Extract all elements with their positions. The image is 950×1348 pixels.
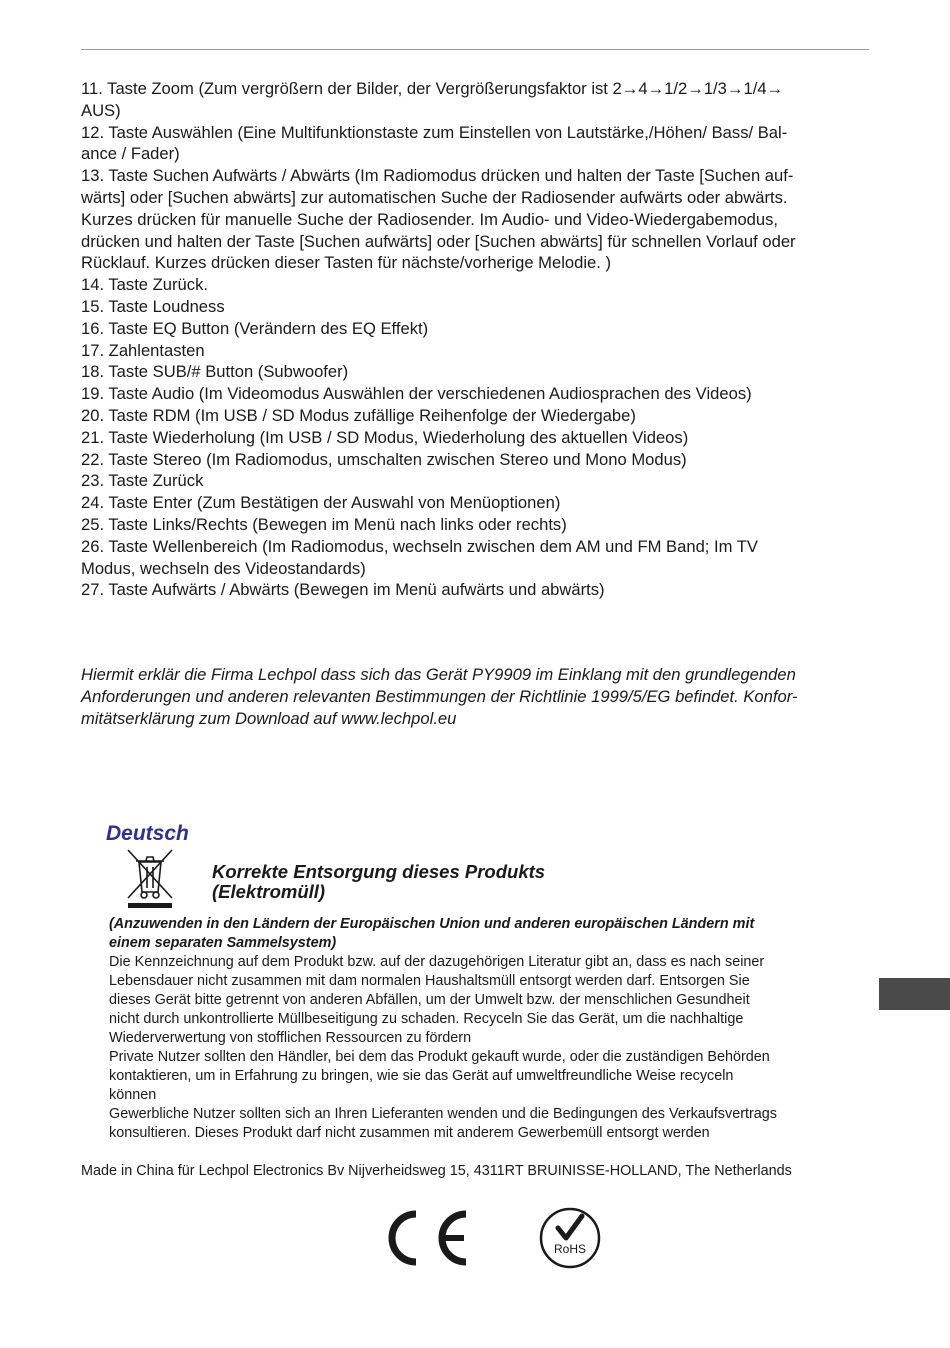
rohs-check-icon — [538, 1206, 602, 1270]
disposal-body-line: dieses Gerät bitte getrennt von anderen Abfällen, um der Umwelt bzw. der menschlichen Gesundheit — [109, 992, 750, 1008]
list-item-line: 13. Taste Suchen Aufwärts / Abwärts (Im Radiomodus drücken und halten der Taste [Suchen auf- — [81, 166, 794, 186]
list-item-line: 27. Taste Aufwärts / Abwärts (Bewegen im Menü aufwärts und abwärts) — [81, 580, 605, 600]
list-item — [81, 274, 881, 296]
list-item-line: Modus, wechseln des Videostandards) — [81, 558, 366, 578]
list-item-line: 26. Taste Wellenbereich (Im Radiomodus, wechseln zwischen dem AM und FM Band; Im TV — [81, 536, 758, 556]
list-item-line: wärts] oder [Suchen abwärts] zur automatischen Suche der Radiosender aufwärts oder abwärts. — [81, 187, 788, 207]
list-item-line: 25. Taste Links/Rechts (Bewegen im Menü nach links oder rechts) — [81, 514, 567, 534]
list-item-line: 14. Taste Zurück. — [81, 275, 208, 295]
disposal-body-line: Lebensdauer nicht zusammen mit dam normalen Haushaltsmüll entsorgt werden darf. Entsorgen Sie — [109, 973, 750, 989]
list-item — [81, 122, 881, 166]
list-item — [81, 383, 881, 405]
list-item-line: 18. Taste SUB/# Button (Subwoofer) — [81, 362, 349, 382]
disposal-heading-line: Korrekte Entsorgung dieses Produkts — [212, 861, 546, 882]
declaration-line: Hiermit erklär die Firma Lechpol dass sich das Gerät PY9909 im Einklang mit den grundlegenden — [81, 665, 796, 684]
list-item — [81, 296, 881, 318]
list-item — [81, 361, 881, 383]
ce-mark-icon — [386, 1208, 470, 1268]
disposal-subheading-line: (Anzuwenden in den Ländern der Europäischen Union und anderen europäischen Ländern mit — [109, 916, 755, 932]
conformity-declaration — [81, 664, 881, 729]
list-item-line: Kurzes drücken für manuelle Suche der Radiosender. Im Audio- und Video-Wiedergabemodus, — [81, 209, 779, 229]
list-item-line: 20. Taste RDM (Im USB / SD Modus zufällige Reihenfolge der Wiedergabe) — [81, 405, 636, 425]
list-item — [81, 536, 881, 580]
list-item — [81, 470, 881, 492]
disposal-body-line: konsultieren. Dieses Produkt darf nicht zusammen mit anderem Gewerbemüll entsorgt werden — [109, 1125, 710, 1141]
list-item-line: 22. Taste Stereo (Im Radiomodus, umschalten zwischen Stereo und Mono Modus) — [81, 449, 687, 469]
top-rule — [81, 49, 869, 50]
disposal-body-line: kontaktieren, um in Erfahrung zu bringen, wie sie das Gerät auf umweltfreundliche Weise recyceln — [109, 1068, 734, 1084]
list-item-line: 15. Taste Loudness — [81, 296, 225, 316]
list-item — [81, 514, 881, 536]
list-item — [81, 165, 881, 274]
disposal-body-line: Die Kennzeichnung auf dem Produkt bzw. auf der dazugehörigen Literatur gibt an, dass es nach seiner — [109, 954, 765, 970]
list-item — [81, 78, 881, 122]
disposal-body-line: Gewerbliche Nutzer sollten sich an Ihren Lieferanten wenden und die Bedingungen des Verkaufsvertrags — [109, 1106, 777, 1122]
manufacturer-address: Made in China für Lechpol Electronics Bv Nijverheidsweg 15, 4311RT BRUINISSE-HOLLAND, The Netherlands — [81, 1163, 792, 1179]
list-item-line: 19. Taste Audio (Im Videomodus Auswählen der verschiedenen Audiosprachen des Videos) — [81, 384, 752, 404]
list-item-line: 24. Taste Enter (Zum Bestätigen der Auswahl von Menüoptionen) — [81, 493, 561, 513]
list-item — [81, 318, 881, 340]
list-item-line: 12. Taste Auswählen (Eine Multifunktionstaste zum Einstellen von Lautstärke,/Höhen/ Bass/ Bal- — [81, 122, 788, 142]
list-item-line: drücken und halten der Taste [Suchen aufwärts] oder [Suchen abwärts] für schnellen Vorlauf oder — [81, 231, 796, 251]
list-item-line: ance / Fader) — [81, 144, 180, 164]
list-item-line: AUS) — [81, 100, 121, 120]
disposal-body-line: Private Nutzer sollten den Händler, bei dem das Produkt gekauft wurde, oder die zuständigen Behörden — [109, 1049, 770, 1065]
list-item — [81, 405, 881, 427]
disposal-body-line: nicht durch unkontrollierte Müllbeseitigung zu schaden. Recyceln Sie das Gerät, um die nachhaltige — [109, 1011, 744, 1027]
list-item-line: 16. Taste EQ Button (Verändern des EQ Effekt) — [81, 318, 429, 338]
disposal-text — [109, 915, 869, 1143]
rohs-label: RoHS — [553, 1242, 587, 1256]
list-item-line: 11. Taste Zoom (Zum vergrößern der Bilder, der Vergrößerungsfaktor ist 2→4→1/2→1/3→1/4→ — [81, 79, 784, 98]
list-item-line: 23. Taste Zurück — [81, 471, 204, 491]
list-item-line: 17. Zahlentasten — [81, 340, 205, 360]
disposal-heading-line: (Elektromüll) — [212, 881, 326, 902]
crossed-out-bin-icon — [124, 848, 176, 910]
list-item — [81, 492, 881, 514]
list-item — [81, 449, 881, 471]
list-item — [81, 579, 881, 601]
disposal-subheading-line: einem separaten Sammelsystem) — [109, 935, 337, 951]
button-description-list — [81, 78, 881, 601]
list-item-line: 21. Taste Wiederholung (Im USB / SD Modus, Wiederholung des aktuellen Videos) — [81, 427, 689, 447]
list-item — [81, 427, 881, 449]
declaration-line: mitätserklärung zum Download auf www.lechpol.eu — [81, 708, 457, 728]
list-item — [81, 340, 881, 362]
declaration-line: Anforderungen und anderen relevanten Bestimmungen der Richtlinie 1999/5/EG befindet. Konfor- — [81, 686, 798, 706]
section-tab-marker — [879, 978, 950, 1010]
disposal-body-line: Wiederverwertung von stofflichen Ressourcen zu fördern — [109, 1030, 472, 1046]
disposal-body-line: können — [109, 1087, 157, 1103]
list-item-line: Rücklauf. Kurzes drücken dieser Tasten für nächste/vorherige Melodie. ) — [81, 253, 612, 273]
disposal-heading — [212, 862, 545, 902]
language-title: Deutsch — [106, 822, 189, 845]
